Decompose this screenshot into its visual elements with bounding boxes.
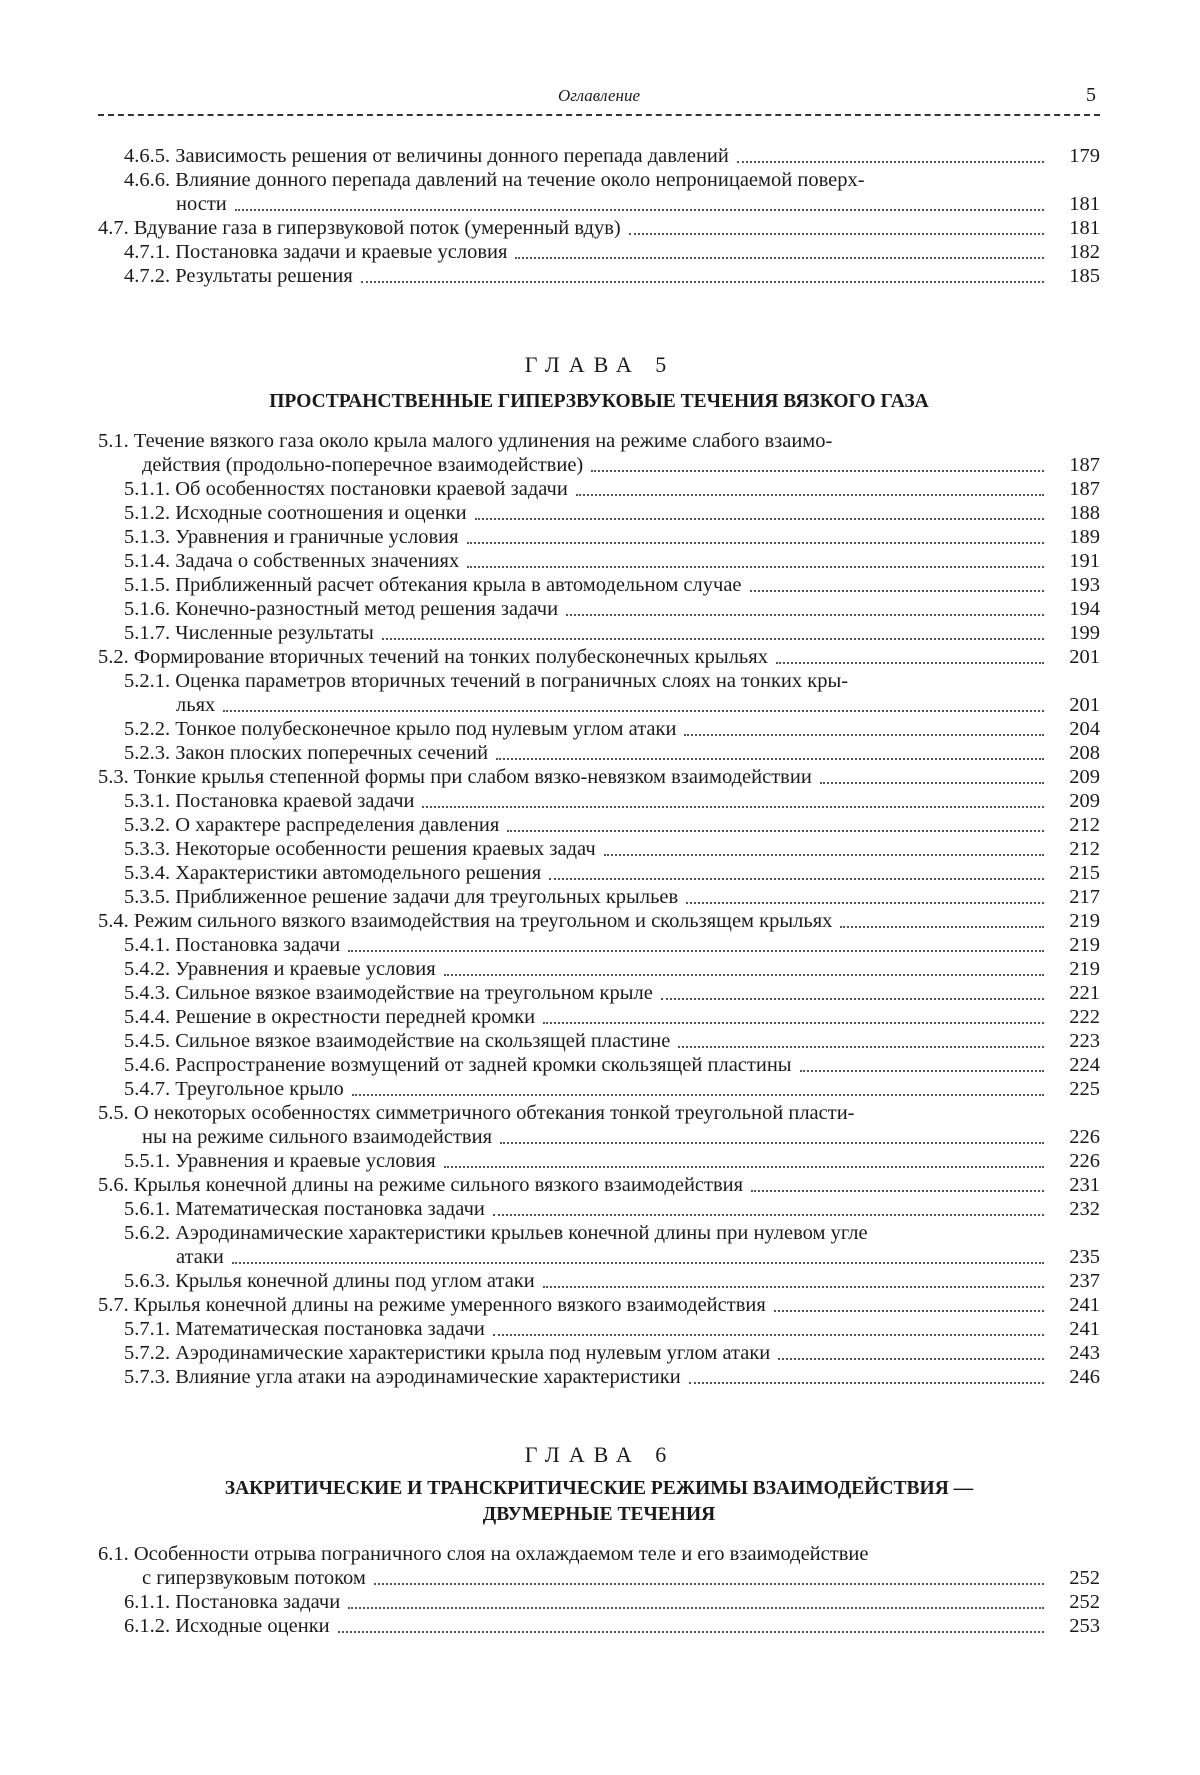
toc-entry-number: 5.1.3. — [124, 526, 176, 548]
dot-leader — [223, 710, 1044, 712]
dot-leader — [352, 1094, 1044, 1096]
toc-entry-title — [124, 1341, 770, 1365]
toc-entry-title — [98, 909, 832, 933]
toc-page-number: 208 — [1069, 742, 1100, 764]
toc-entry-title — [124, 1590, 340, 1614]
dot-leader — [338, 1631, 1044, 1633]
toc-entry-number: 5.4.4. — [124, 1006, 176, 1028]
toc-entry-number: 5.1.6. — [124, 598, 176, 620]
toc-entry[interactable] — [98, 264, 1100, 288]
dot-leader — [661, 998, 1044, 1000]
toc-page-number: 188 — [1069, 502, 1100, 524]
toc-entry[interactable] — [98, 789, 1100, 813]
toc-entry-title — [124, 1005, 535, 1029]
toc-entry-number: 5.1. — [98, 430, 134, 452]
toc-entry-title — [124, 789, 414, 813]
toc-page-number: 212 — [1069, 838, 1100, 860]
toc-entry-title — [98, 1293, 766, 1317]
toc-entry[interactable] — [98, 1149, 1100, 1173]
toc-page-number: 209 — [1069, 766, 1100, 788]
dot-leader — [840, 926, 1044, 928]
dot-leader — [678, 1046, 1044, 1048]
toc-entry[interactable] — [98, 1590, 1100, 1614]
toc-entry-number: 4.7.2. — [124, 265, 176, 287]
toc-entry-title-text: Об особенностях постановки краевой задачи — [175, 478, 568, 500]
dot-leader — [374, 1583, 1044, 1585]
toc-entry[interactable] — [98, 621, 1100, 645]
toc-entry[interactable] — [98, 645, 1100, 669]
toc-entry-title-text: Постановка задачи — [175, 1591, 341, 1613]
toc-entry-title-text: Уравнения и краевые условия — [175, 1150, 436, 1172]
toc-entry-title — [124, 717, 676, 741]
dot-leader — [348, 1607, 1044, 1609]
toc-entry-title-text: Исходные оценки — [175, 1615, 330, 1637]
toc-entry[interactable] — [98, 981, 1100, 1005]
toc-entry-title — [124, 1365, 681, 1389]
toc-block-chapter6 — [98, 1542, 1100, 1638]
toc-page-number: 246 — [1069, 1366, 1100, 1388]
toc-entry[interactable] — [98, 909, 1100, 933]
toc-entry-number: 5.2.2. — [124, 718, 176, 740]
toc-page-number: 189 — [1069, 526, 1100, 548]
toc-entry-title — [124, 933, 340, 957]
dot-leader — [774, 1310, 1044, 1312]
toc-page-number: 223 — [1069, 1030, 1100, 1052]
toc-page-number: 243 — [1069, 1342, 1100, 1364]
toc-entry[interactable] — [98, 1293, 1100, 1317]
running-header-title: Оглавление — [557, 86, 641, 105]
toc-entry[interactable] — [98, 1173, 1100, 1197]
toc-page-number: 219 — [1069, 934, 1100, 956]
toc-entry-title — [98, 216, 621, 240]
toc-entry-number: 5.4.2. — [124, 958, 176, 980]
toc-page-number: 201 — [1069, 694, 1100, 716]
dot-leader — [549, 878, 1044, 880]
toc-entry[interactable] — [98, 192, 1100, 216]
toc-entry-continuation: действия (продольно-поперечное взаимодействие) — [142, 454, 584, 476]
toc-entry-number: 5.7. — [98, 1294, 134, 1316]
toc-entry-continuation: льях — [176, 694, 216, 716]
toc-entry-title — [124, 981, 653, 1005]
toc-page-number: 252 — [1069, 1591, 1100, 1613]
toc-entry-title — [124, 525, 459, 549]
dot-leader — [467, 542, 1044, 544]
toc-entry[interactable] — [98, 477, 1100, 501]
toc-entry-number: 5.4.5. — [124, 1030, 176, 1052]
toc-entry-line — [98, 1542, 1100, 1566]
toc-entry[interactable] — [98, 1053, 1100, 1077]
toc-entry-number: 5.1.4. — [124, 550, 176, 572]
toc-entry-continuation: ны на режиме сильного взаимодействия — [142, 1126, 493, 1148]
toc-entry-title — [124, 1053, 792, 1077]
dot-leader — [686, 902, 1044, 904]
toc-page-number: 241 — [1069, 1294, 1100, 1316]
toc-entry-title: Аэродинамические характеристики крыльев конечной длины при нулевом угле — [175, 1222, 868, 1244]
toc-entry-title-text: Характеристики автомодельного решения — [175, 862, 542, 884]
toc-entry-number: 5.3.3. — [124, 838, 176, 860]
toc-entry-line — [98, 429, 1100, 453]
toc-entry-number: 5.6.1. — [124, 1198, 176, 1220]
toc-entry-continuation: ности — [176, 193, 227, 215]
toc-entry-title — [124, 957, 436, 981]
toc-page-number: 181 — [1069, 217, 1100, 239]
toc-page-number: 224 — [1069, 1054, 1100, 1076]
toc-entry-title-text: Сильное вязкое взаимодействие на скользящей пластине — [175, 1030, 671, 1052]
toc-block-chapter5 — [98, 429, 1100, 1389]
dot-leader — [778, 1358, 1044, 1360]
toc-entry-number: 5.4.1. — [124, 934, 176, 956]
toc-entry[interactable] — [98, 144, 1100, 168]
toc-page-number: 222 — [1069, 1006, 1100, 1028]
dot-leader — [444, 1166, 1044, 1168]
toc-entry-title — [124, 885, 678, 909]
dot-leader — [515, 257, 1044, 259]
toc-entry-title-text: Крылья конечной длины под углом атаки — [175, 1270, 535, 1292]
toc-entry-title-text: Уравнения и граничные условия — [175, 526, 459, 548]
toc-entry[interactable] — [98, 501, 1100, 525]
toc-entry-title-text: Влияние угла атаки на аэродинамические характеристики — [175, 1366, 681, 1388]
toc-entry[interactable] — [98, 1269, 1100, 1293]
toc-page-number: 241 — [1069, 1318, 1100, 1340]
toc-entry-title-text: Аэродинамические характеристики крыла под нулевым углом атаки — [175, 1342, 771, 1364]
toc-entry-title-text: Формирование вторичных течений на тонких полубесконечных крыльях — [133, 646, 768, 668]
toc-entry-number: 4.6.5. — [124, 145, 176, 167]
toc-entry[interactable] — [98, 1566, 1100, 1590]
toc-entry-title-text: Некоторые особенности решения краевых задач — [175, 838, 596, 860]
toc-entry[interactable] — [98, 1245, 1100, 1269]
toc-page-number: 237 — [1069, 1270, 1100, 1292]
toc-entry-title-text: Закон плоских поперечных сечений — [175, 742, 489, 764]
running-header — [98, 84, 1100, 116]
toc-entry[interactable] — [98, 240, 1100, 264]
toc-entry-title-text: О характере распределения давления — [175, 814, 500, 836]
toc-entry-title — [124, 1269, 535, 1293]
toc-entry-number: 5.2. — [98, 646, 134, 668]
toc-page-number: 185 — [1069, 265, 1100, 287]
toc-entry-continuation: атаки — [176, 1246, 224, 1268]
toc-page-number: 232 — [1069, 1198, 1100, 1220]
toc-entry-number: 5.4. — [98, 910, 134, 932]
dot-leader — [776, 662, 1044, 664]
dot-leader — [737, 161, 1044, 163]
dot-leader — [382, 638, 1044, 640]
toc-entry-title: Течение вязкого газа около крыла малого удлинения на режиме слабого взаимо- — [133, 430, 833, 452]
toc-entry-title-text: Режим сильного вязкого взаимодействия на треугольном и скользящем крыльях — [133, 910, 833, 932]
toc-entry-line — [98, 1221, 1100, 1245]
toc-entry[interactable] — [98, 1614, 1100, 1638]
dot-leader — [751, 1190, 1044, 1192]
toc-entry-number: 6.1.1. — [124, 1591, 176, 1613]
toc-entry-title-text: Задача о собственных значениях — [175, 550, 460, 572]
chapter-5-label: ГЛАВА 5 — [524, 352, 676, 377]
toc-entry-title-text: Распространение возмущений от задней кромки скользящей пластины — [175, 1054, 792, 1076]
chapter-5-title: ПРОСТРАНСТВЕННЫЕ ГИПЕРЗВУКОВЫЕ ТЕЧЕНИЯ ВЯЗКОГО ГАЗА — [269, 391, 929, 412]
toc-entry[interactable] — [98, 1125, 1100, 1149]
dot-leader — [750, 590, 1044, 592]
toc-entry-title — [98, 1173, 743, 1197]
toc-entry[interactable] — [98, 573, 1100, 597]
toc-block-chapter4-tail — [98, 144, 1100, 288]
toc-entry[interactable] — [98, 885, 1100, 909]
toc-entry-title-text: Треугольное крыло — [175, 1078, 344, 1100]
toc-entry[interactable] — [98, 1005, 1100, 1029]
toc-entry-title: О некоторых особенностях симметричного обтекания тонкой треугольной пласти- — [133, 1102, 855, 1124]
toc-entry-title-text: Зависимость решения от величины донного перепада давлений — [175, 145, 729, 167]
dot-leader — [629, 233, 1044, 235]
dot-leader — [689, 1382, 1044, 1384]
toc-entry-title — [124, 501, 467, 525]
chapter-6-label: ГЛАВА 6 — [524, 1442, 676, 1467]
toc-entry-title — [98, 645, 768, 669]
toc-entry[interactable] — [98, 957, 1100, 981]
chapter-6-title-line1: ЗАКРИТИЧЕСКИЕ И ТРАНСКРИТИЧЕСКИЕ РЕЖИМЫ ВЗАИМОДЕЙСТВИЯ — — [224, 1478, 974, 1499]
toc-entry[interactable] — [98, 1317, 1100, 1341]
toc-entry[interactable] — [98, 861, 1100, 885]
toc-page-number: 181 — [1069, 193, 1100, 215]
toc-page-number: 226 — [1069, 1126, 1100, 1148]
toc-entry[interactable] — [98, 1197, 1100, 1221]
toc-entry-title-text: Конечно-разностный метод решения задачи — [175, 598, 559, 620]
toc-entry[interactable] — [98, 597, 1100, 621]
toc-entry-title — [124, 1029, 670, 1053]
toc-page-number: 253 — [1069, 1615, 1100, 1637]
toc-entry[interactable] — [98, 525, 1100, 549]
toc-entry-title-text: Крылья конечной длины на режиме сильного вязкого взаимодействия — [133, 1174, 744, 1196]
toc-entry-number: 5.3. — [98, 766, 134, 788]
toc-page-number: 182 — [1069, 241, 1100, 263]
dot-leader — [591, 470, 1044, 472]
toc-entry[interactable] — [98, 837, 1100, 861]
toc-entry-title — [124, 597, 558, 621]
toc-entry-line — [98, 168, 1100, 192]
toc-entry-number: 5.3.5. — [124, 886, 176, 908]
toc-entry-title — [98, 765, 812, 789]
toc-entry-title-text: Постановка краевой задачи — [175, 790, 415, 812]
toc-entry-number: 6.1. — [98, 1543, 134, 1565]
toc-page-number: 209 — [1069, 790, 1100, 812]
dot-leader — [604, 854, 1044, 856]
toc-entry-title-text: Тонкие крылья степенной формы при слабом вязко-невязком взаимодействии — [133, 766, 812, 788]
toc-entry[interactable] — [98, 933, 1100, 957]
toc-entry-title-text: Результаты решения — [175, 265, 353, 287]
toc-entry-title-text: Крылья конечной длины на режиме умеренного вязкого взаимодействия — [133, 1294, 766, 1316]
dot-leader — [361, 281, 1044, 283]
toc-entry-number: 5.4.3. — [124, 982, 176, 1004]
toc-entry-title — [124, 861, 541, 885]
toc-entry-title — [124, 1317, 485, 1341]
chapter-6-title-line2: ДВУМЕРНЫЕ ТЕЧЕНИЯ — [482, 1504, 716, 1525]
toc-entry-title-text: Исходные соотношения и оценки — [175, 502, 467, 524]
toc-page-number: 225 — [1069, 1078, 1100, 1100]
dot-leader — [493, 1214, 1044, 1216]
toc-entry-number: 5.4.7. — [124, 1078, 176, 1100]
toc-entry[interactable] — [98, 453, 1100, 477]
toc-page-number: 217 — [1069, 886, 1100, 908]
toc-entry-title — [124, 264, 353, 288]
toc-entry-number: 5.7.1. — [124, 1318, 176, 1340]
toc-page-number: 204 — [1069, 718, 1100, 740]
toc-entry-title — [124, 621, 374, 645]
dot-leader — [235, 209, 1044, 211]
toc-entry-number: 5.3.1. — [124, 790, 176, 812]
dot-leader — [507, 830, 1044, 832]
dot-leader — [800, 1070, 1044, 1072]
toc-page-number: 193 — [1069, 574, 1100, 596]
dot-leader — [493, 1334, 1044, 1336]
toc-entry-title-text: Математическая постановка задачи — [175, 1318, 485, 1340]
toc-entry-number: 5.1.1. — [124, 478, 176, 500]
toc-page-number: 221 — [1069, 982, 1100, 1004]
toc-entry-title-text: Уравнения и краевые условия — [175, 958, 436, 980]
toc-entry-number: 4.7. — [98, 217, 134, 239]
toc-entry-number: 4.6.6. — [124, 169, 176, 191]
toc-entry-number: 5.2.3. — [124, 742, 176, 764]
toc-entry-title — [124, 1149, 436, 1173]
toc-entry-title — [124, 144, 729, 168]
toc-page-number: 219 — [1069, 958, 1100, 980]
toc-entry-title — [124, 477, 568, 501]
toc-entry[interactable] — [98, 717, 1100, 741]
toc-entry-number: 5.6.2. — [124, 1222, 176, 1244]
toc-entry-title-text: Постановка задачи — [175, 934, 341, 956]
toc-entry-title — [124, 1614, 330, 1638]
toc-page-number: 215 — [1069, 862, 1100, 884]
toc-entry-title-text: Постановка задачи и краевые условия — [175, 241, 508, 263]
toc-entry[interactable] — [98, 693, 1100, 717]
toc-entry[interactable] — [98, 1029, 1100, 1053]
toc-entry-number: 5.7.2. — [124, 1342, 176, 1364]
toc-page-number: 219 — [1069, 910, 1100, 932]
toc-entry-title-text: Численные результаты — [175, 622, 374, 644]
dot-leader — [543, 1022, 1044, 1024]
toc-entry[interactable] — [98, 813, 1100, 837]
toc-entry-title — [124, 813, 499, 837]
toc-entry[interactable] — [98, 1341, 1100, 1365]
toc-page-number: 212 — [1069, 814, 1100, 836]
toc-page-number: 194 — [1069, 598, 1100, 620]
toc-entry-title — [124, 1197, 485, 1221]
dot-leader — [422, 806, 1044, 808]
toc-entry-title-text: Решение в окрестности передней кромки — [175, 1006, 536, 1028]
toc-page-number: 187 — [1069, 454, 1100, 476]
toc-page-number: 179 — [1069, 145, 1100, 167]
toc-entry-number: 4.7.1. — [124, 241, 176, 263]
dot-leader — [566, 614, 1044, 616]
toc-entry-title: Влияние донного перепада давлений на течение около непроницаемой поверх- — [175, 169, 865, 191]
toc-entry-title-text: Сильное вязкое взаимодействие на треугольном крыле — [175, 982, 653, 1004]
toc-entry-number: 5.7.3. — [124, 1366, 176, 1388]
toc-entry[interactable] — [98, 549, 1100, 573]
toc-entry-number: 5.3.4. — [124, 862, 176, 884]
dot-leader — [576, 494, 1044, 496]
toc-page-number: 187 — [1069, 478, 1100, 500]
toc-entry-title: Особенности отрыва пограничного слоя на охлаждаемом теле и его взаимодействие — [133, 1543, 869, 1565]
toc-entry[interactable] — [98, 765, 1100, 789]
toc-entry-title-text: Приближенный расчет обтекания крыла в автомодельном случае — [175, 574, 742, 596]
toc-entry-title — [124, 837, 596, 861]
toc-entry-number: 5.4.6. — [124, 1054, 176, 1076]
toc-entry[interactable] — [98, 741, 1100, 765]
toc-entry-number: 5.6. — [98, 1174, 134, 1196]
chapter-6-title — [98, 1476, 1100, 1528]
toc-entry[interactable] — [98, 1365, 1100, 1389]
toc-entry-title-text: Тонкое полубесконечное крыло под нулевым углом атаки — [175, 718, 677, 740]
toc-entry-number: 5.1.2. — [124, 502, 176, 524]
toc-entry-line — [98, 669, 1100, 693]
toc-entry-number: 5.1.5. — [124, 574, 176, 596]
dot-leader — [475, 518, 1044, 520]
toc-entry-title — [124, 573, 742, 597]
toc-entry-title — [124, 741, 488, 765]
dot-leader — [467, 566, 1044, 568]
toc-entry[interactable] — [98, 1077, 1100, 1101]
toc-entry-title — [124, 1077, 344, 1101]
toc-page-number: 231 — [1069, 1174, 1100, 1196]
dot-leader — [543, 1286, 1044, 1288]
page-number: 5 — [1086, 84, 1096, 106]
toc-entry-number: 5.5.1. — [124, 1150, 176, 1172]
toc-entry-number: 6.1.2. — [124, 1615, 176, 1637]
toc-page-number: 201 — [1069, 646, 1100, 668]
toc-page-number: 199 — [1069, 622, 1100, 644]
toc-entry-number: 5.6.3. — [124, 1270, 176, 1292]
toc-page-number: 226 — [1069, 1150, 1100, 1172]
toc-entry-number: 5.1.7. — [124, 622, 176, 644]
toc-entry-title — [124, 549, 459, 573]
dot-leader — [500, 1142, 1044, 1144]
toc-entry-title-text: Математическая постановка задачи — [175, 1198, 485, 1220]
dot-leader — [496, 758, 1044, 760]
toc-page-number: 235 — [1069, 1246, 1100, 1268]
toc-entry-title — [124, 240, 507, 264]
toc-page-number: 252 — [1069, 1567, 1100, 1589]
dot-leader — [684, 734, 1044, 736]
toc-entry-title-text: Вдувание газа в гиперзвуковой поток (умеренный вдув) — [133, 217, 621, 239]
dot-leader — [444, 974, 1044, 976]
toc-entry-title: Оценка параметров вторичных течений в пограничных слоях на тонких кры- — [175, 670, 849, 692]
toc-entry-continuation: с гиперзвуковым потоком — [142, 1567, 366, 1589]
toc-entry-number: 5.2.1. — [124, 670, 176, 692]
toc-entry-line — [98, 1101, 1100, 1125]
toc-entry-number: 5.5. — [98, 1102, 134, 1124]
dot-leader — [820, 782, 1044, 784]
dot-leader — [348, 950, 1044, 952]
dot-leader — [232, 1262, 1044, 1264]
toc-page-number: 191 — [1069, 550, 1100, 572]
toc-entry-title-text: Приближенное решение задачи для треугольных крыльев — [175, 886, 679, 908]
toc-entry-number: 5.3.2. — [124, 814, 176, 836]
toc-entry[interactable] — [98, 216, 1100, 240]
